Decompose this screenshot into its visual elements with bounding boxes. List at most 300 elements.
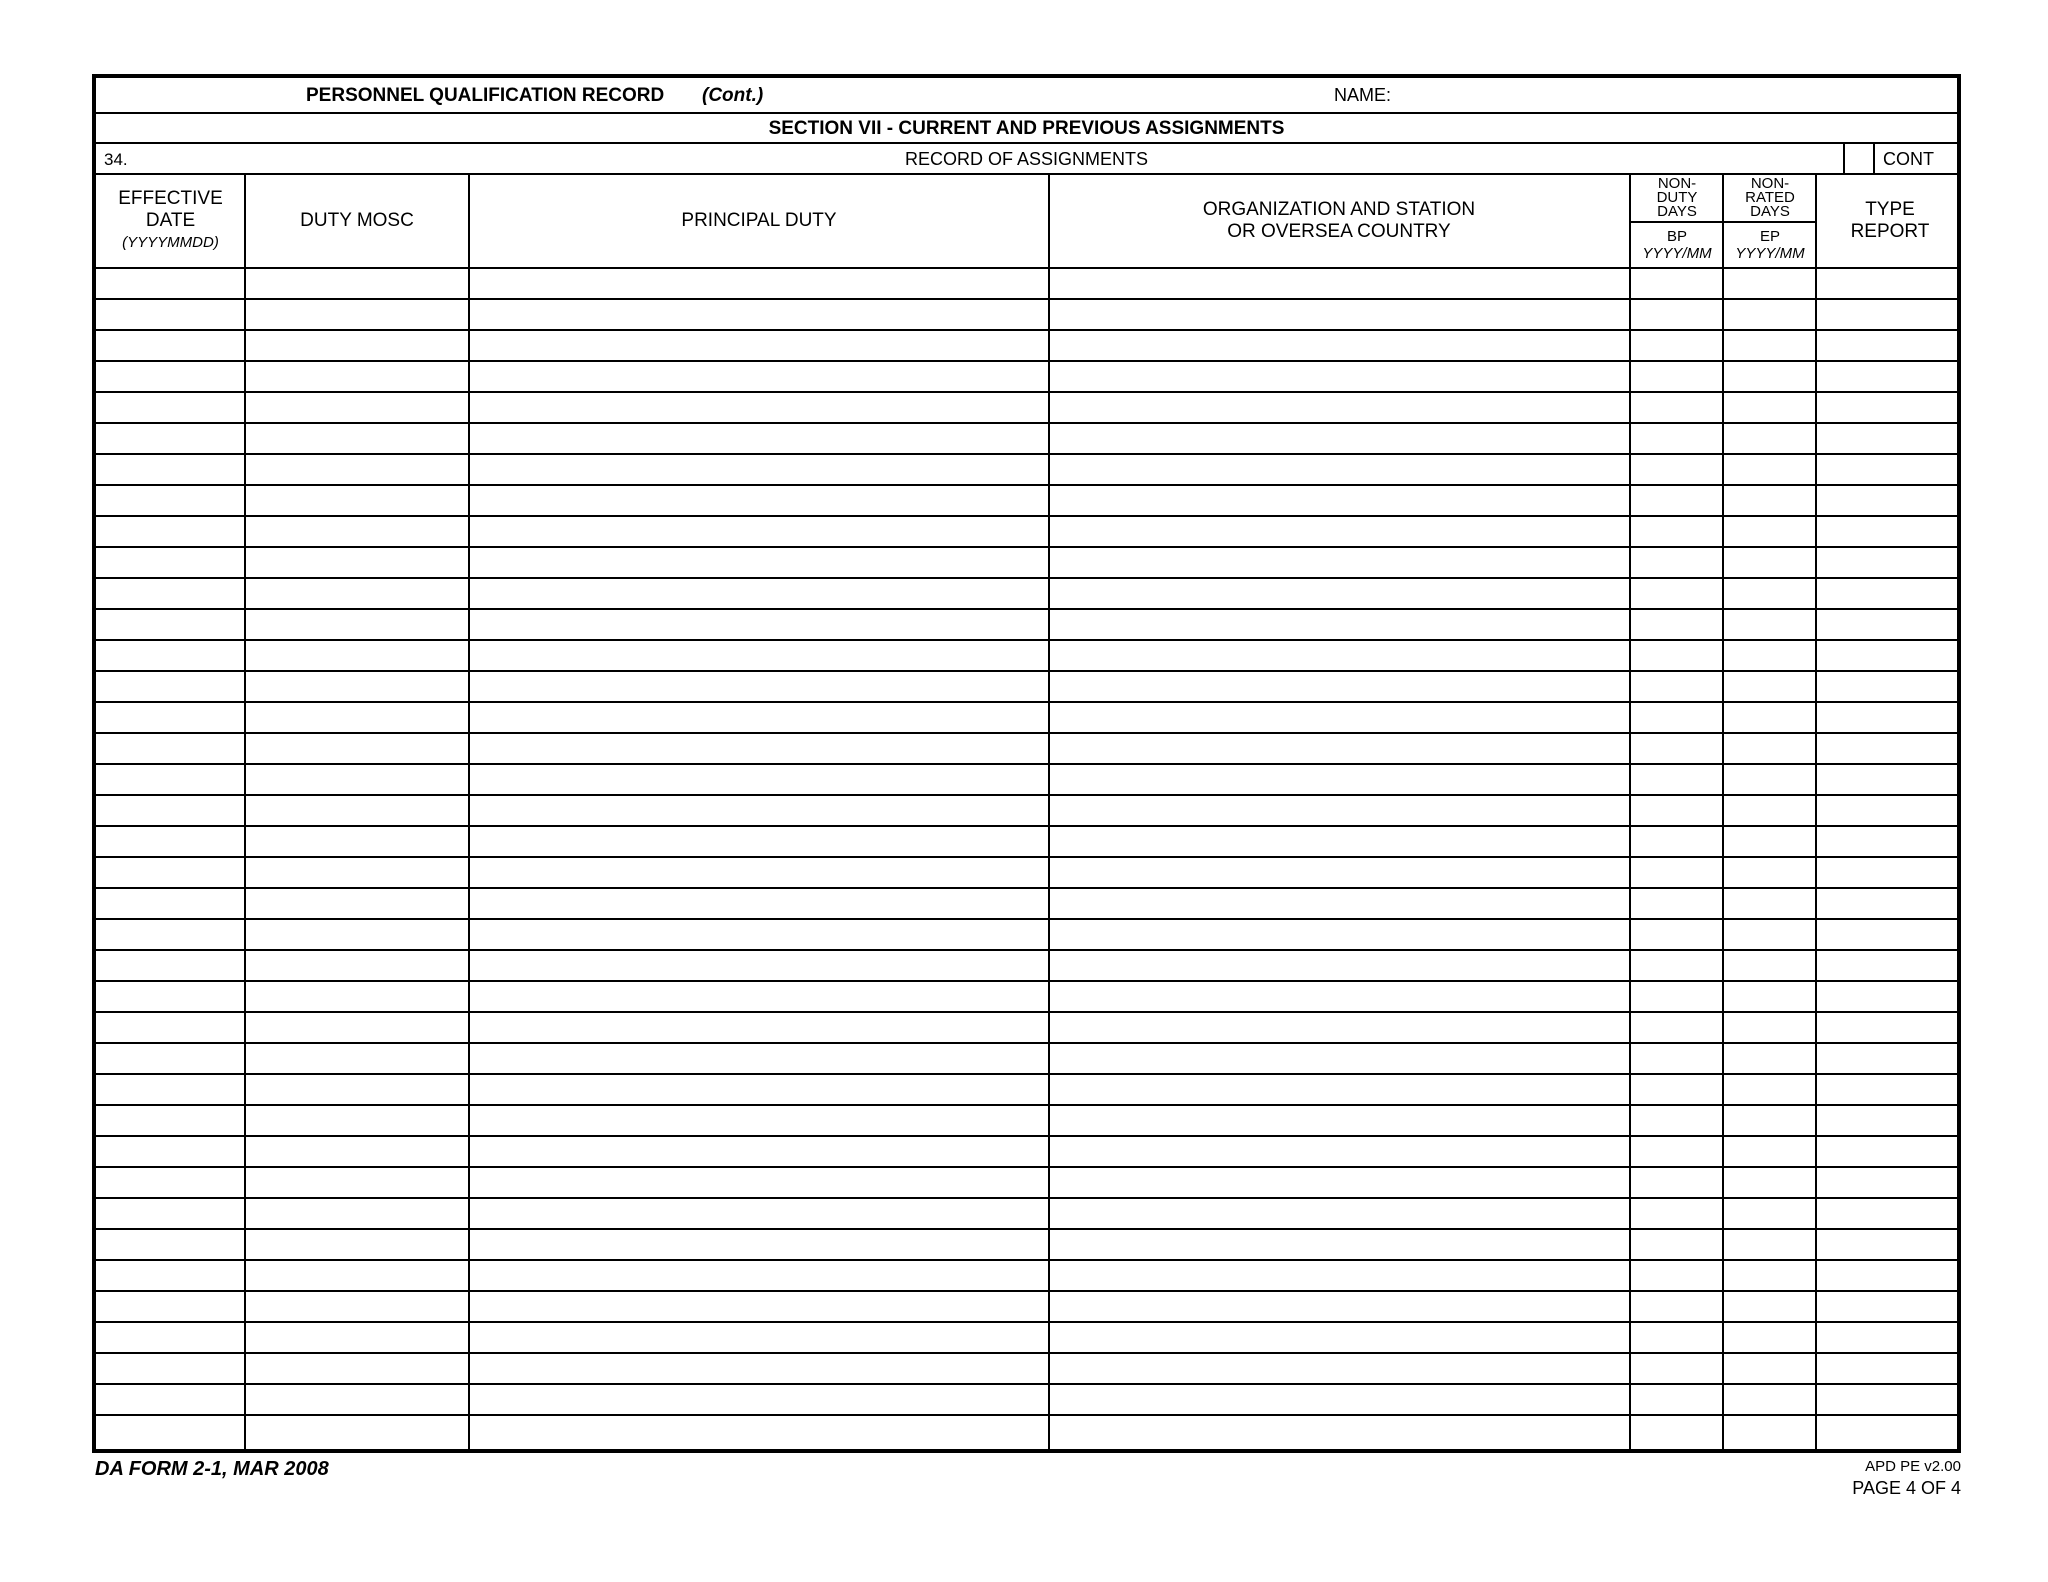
org-station-cell[interactable] — [1050, 579, 1629, 608]
principal-duty-cell[interactable] — [470, 455, 1048, 484]
org-station-cell[interactable] — [1050, 920, 1629, 949]
header-duty-mosc-label: DUTY MOSC — [300, 210, 414, 231]
org-station-cell[interactable] — [1050, 362, 1629, 391]
org-station-cell[interactable] — [1050, 672, 1629, 701]
ep-cell[interactable] — [1724, 1168, 1815, 1197]
principal-duty-cell[interactable] — [470, 1075, 1048, 1104]
header-type-report — [1817, 175, 1963, 267]
effective-date-cell[interactable] — [96, 1323, 244, 1352]
principal-duty-cell[interactable] — [470, 1199, 1048, 1228]
principal-duty-cell[interactable] — [470, 889, 1048, 918]
header-non-duty-days — [1631, 175, 1723, 223]
ep-cell[interactable] — [1724, 889, 1815, 918]
duty-mosc-cell[interactable] — [246, 1168, 468, 1197]
duty-mosc-cell[interactable] — [246, 920, 468, 949]
effective-date-cell[interactable] — [96, 1199, 244, 1228]
duty-mosc-cell[interactable] — [246, 1261, 468, 1290]
principal-duty-cell[interactable] — [470, 610, 1048, 639]
bp-cell[interactable] — [1631, 920, 1722, 949]
org-station-cell[interactable] — [1050, 1385, 1629, 1414]
effective-date-cell[interactable] — [96, 1354, 244, 1383]
table-row — [96, 300, 1957, 331]
header-bp-format: YYYY/MM — [1642, 245, 1712, 262]
principal-duty-cell[interactable] — [470, 672, 1048, 701]
type-report-cell[interactable] — [1817, 579, 1961, 608]
duty-mosc-cell[interactable] — [246, 331, 468, 360]
principal-duty-cell[interactable] — [470, 393, 1048, 422]
principal-duty-cell[interactable] — [470, 734, 1048, 763]
type-report-cell[interactable] — [1817, 1013, 1961, 1042]
bp-cell[interactable] — [1631, 1354, 1722, 1383]
bp-cell[interactable] — [1631, 269, 1722, 298]
principal-duty-cell[interactable] — [470, 548, 1048, 577]
effective-date-cell[interactable] — [96, 1137, 244, 1166]
effective-date-cell[interactable] — [96, 796, 244, 825]
org-station-cell[interactable] — [1050, 1416, 1629, 1452]
ep-cell[interactable] — [1724, 765, 1815, 794]
effective-date-cell[interactable] — [96, 269, 244, 298]
type-report-cell[interactable] — [1817, 1354, 1961, 1383]
type-report-cell[interactable] — [1817, 517, 1961, 546]
ep-cell[interactable] — [1724, 1013, 1815, 1042]
bp-cell[interactable] — [1631, 1013, 1722, 1042]
principal-duty-cell[interactable] — [470, 331, 1048, 360]
table-row — [96, 331, 1957, 362]
bp-cell[interactable] — [1631, 827, 1722, 856]
bp-cell[interactable] — [1631, 734, 1722, 763]
principal-duty-cell[interactable] — [470, 1106, 1048, 1135]
effective-date-cell[interactable] — [96, 1230, 244, 1259]
org-station-cell[interactable] — [1050, 1106, 1629, 1135]
table-row — [96, 1106, 1957, 1137]
ep-cell[interactable] — [1724, 920, 1815, 949]
name-field[interactable] — [1386, 80, 1946, 110]
effective-date-cell[interactable] — [96, 765, 244, 794]
bp-cell[interactable] — [1631, 1323, 1722, 1352]
ep-cell[interactable] — [1724, 672, 1815, 701]
effective-date-cell[interactable] — [96, 1106, 244, 1135]
table-row — [96, 1354, 1957, 1385]
table-row — [96, 1044, 1957, 1075]
org-station-cell[interactable] — [1050, 393, 1629, 422]
ep-cell[interactable] — [1724, 703, 1815, 732]
section-title: SECTION VII - CURRENT AND PREVIOUS ASSIGNMENTS — [768, 118, 1285, 139]
type-report-cell[interactable] — [1817, 548, 1961, 577]
ep-cell[interactable] — [1724, 455, 1815, 484]
table-row — [96, 269, 1957, 300]
principal-duty-cell[interactable] — [470, 703, 1048, 732]
type-report-cell[interactable] — [1817, 703, 1961, 732]
effective-date-cell[interactable] — [96, 1385, 244, 1414]
principal-duty-cell[interactable] — [470, 424, 1048, 453]
ep-cell[interactable] — [1724, 641, 1815, 670]
org-station-cell[interactable] — [1050, 269, 1629, 298]
org-station-cell[interactable] — [1050, 1261, 1629, 1290]
principal-duty-cell[interactable] — [470, 920, 1048, 949]
effective-date-cell[interactable] — [96, 641, 244, 670]
org-station-cell[interactable] — [1050, 548, 1629, 577]
duty-mosc-cell[interactable] — [246, 889, 468, 918]
principal-duty-cell[interactable] — [470, 982, 1048, 1011]
bp-cell[interactable] — [1631, 424, 1722, 453]
bp-cell[interactable] — [1631, 517, 1722, 546]
ep-cell[interactable] — [1724, 951, 1815, 980]
principal-duty-cell[interactable] — [470, 765, 1048, 794]
org-station-cell[interactable] — [1050, 486, 1629, 515]
duty-mosc-cell[interactable] — [246, 858, 468, 887]
type-report-cell[interactable] — [1817, 486, 1961, 515]
header-effective-date-line2: DATE — [145, 210, 196, 231]
duty-mosc-cell[interactable] — [246, 951, 468, 980]
duty-mosc-cell[interactable] — [246, 982, 468, 1011]
type-report-cell[interactable] — [1817, 827, 1961, 856]
bp-cell[interactable] — [1631, 889, 1722, 918]
effective-date-cell[interactable] — [96, 331, 244, 360]
principal-duty-cell[interactable] — [470, 1416, 1048, 1452]
column-divider — [244, 175, 246, 1449]
ep-cell[interactable] — [1724, 610, 1815, 639]
org-station-cell[interactable] — [1050, 796, 1629, 825]
effective-date-cell[interactable] — [96, 300, 244, 329]
ep-cell[interactable] — [1724, 1261, 1815, 1290]
org-station-cell[interactable] — [1050, 827, 1629, 856]
bp-cell[interactable] — [1631, 796, 1722, 825]
principal-duty-cell[interactable] — [470, 1168, 1048, 1197]
duty-mosc-cell[interactable] — [246, 269, 468, 298]
org-station-cell[interactable] — [1050, 734, 1629, 763]
bp-cell[interactable] — [1631, 1137, 1722, 1166]
org-station-cell[interactable] — [1050, 858, 1629, 887]
ep-cell[interactable] — [1724, 1199, 1815, 1228]
type-report-cell[interactable] — [1817, 1075, 1961, 1104]
duty-mosc-cell[interactable] — [246, 300, 468, 329]
bp-cell[interactable] — [1631, 331, 1722, 360]
ep-cell[interactable] — [1724, 1106, 1815, 1135]
org-station-cell[interactable] — [1050, 1354, 1629, 1383]
type-report-cell[interactable] — [1817, 300, 1961, 329]
ep-cell[interactable] — [1724, 1292, 1815, 1321]
principal-duty-cell[interactable] — [470, 269, 1048, 298]
org-station-cell[interactable] — [1050, 455, 1629, 484]
type-report-cell[interactable] — [1817, 1261, 1961, 1290]
principal-duty-cell[interactable] — [470, 1137, 1048, 1166]
effective-date-cell[interactable] — [96, 1292, 244, 1321]
type-report-cell[interactable] — [1817, 1230, 1961, 1259]
bp-cell[interactable] — [1631, 486, 1722, 515]
org-station-cell[interactable] — [1050, 1199, 1629, 1228]
principal-duty-cell[interactable] — [470, 796, 1048, 825]
principal-duty-cell[interactable] — [470, 1292, 1048, 1321]
duty-mosc-cell[interactable] — [246, 1385, 468, 1414]
effective-date-cell[interactable] — [96, 362, 244, 391]
effective-date-cell[interactable] — [96, 455, 244, 484]
duty-mosc-cell[interactable] — [246, 1292, 468, 1321]
ep-cell[interactable] — [1724, 300, 1815, 329]
ep-cell[interactable] — [1724, 393, 1815, 422]
effective-date-cell[interactable] — [96, 1013, 244, 1042]
duty-mosc-cell[interactable] — [246, 424, 468, 453]
effective-date-cell[interactable] — [96, 517, 244, 546]
duty-mosc-cell[interactable] — [246, 610, 468, 639]
effective-date-cell[interactable] — [96, 703, 244, 732]
org-station-cell[interactable] — [1050, 300, 1629, 329]
table-row — [96, 424, 1957, 455]
duty-mosc-cell[interactable] — [246, 393, 468, 422]
effective-date-cell[interactable] — [96, 486, 244, 515]
org-station-cell[interactable] — [1050, 703, 1629, 732]
ep-cell[interactable] — [1724, 424, 1815, 453]
record-title-row — [96, 144, 1957, 175]
type-report-cell[interactable] — [1817, 362, 1961, 391]
principal-duty-cell[interactable] — [470, 300, 1048, 329]
duty-mosc-cell[interactable] — [246, 765, 468, 794]
org-station-cell[interactable] — [1050, 765, 1629, 794]
type-report-cell[interactable] — [1817, 920, 1961, 949]
org-station-cell[interactable] — [1050, 1323, 1629, 1352]
effective-date-cell[interactable] — [96, 1416, 244, 1452]
header-non-duty-line3: DAYS — [1657, 203, 1697, 220]
bp-cell[interactable] — [1631, 300, 1722, 329]
ep-cell[interactable] — [1724, 579, 1815, 608]
principal-duty-cell[interactable] — [470, 951, 1048, 980]
ep-cell[interactable] — [1724, 1385, 1815, 1414]
effective-date-cell[interactable] — [96, 610, 244, 639]
type-report-cell[interactable] — [1817, 1168, 1961, 1197]
effective-date-cell[interactable] — [96, 1168, 244, 1197]
duty-mosc-cell[interactable] — [246, 362, 468, 391]
effective-date-cell[interactable] — [96, 393, 244, 422]
column-divider — [468, 175, 470, 1449]
ep-cell[interactable] — [1724, 827, 1815, 856]
principal-duty-cell[interactable] — [470, 362, 1048, 391]
org-station-cell[interactable] — [1050, 1292, 1629, 1321]
type-report-cell[interactable] — [1817, 1292, 1961, 1321]
effective-date-cell[interactable] — [96, 951, 244, 980]
bp-cell[interactable] — [1631, 641, 1722, 670]
principal-duty-cell[interactable] — [470, 858, 1048, 887]
ep-cell[interactable] — [1724, 1416, 1815, 1452]
table-row — [96, 827, 1957, 858]
type-report-cell[interactable] — [1817, 1199, 1961, 1228]
duty-mosc-cell[interactable] — [246, 734, 468, 763]
duty-mosc-cell[interactable] — [246, 1013, 468, 1042]
principal-duty-cell[interactable] — [470, 486, 1048, 515]
bp-cell[interactable] — [1631, 1292, 1722, 1321]
org-station-cell[interactable] — [1050, 1230, 1629, 1259]
ep-cell[interactable] — [1724, 362, 1815, 391]
bp-cell[interactable] — [1631, 1199, 1722, 1228]
header-type-report-line1: TYPE — [1865, 199, 1915, 220]
effective-date-cell[interactable] — [96, 827, 244, 856]
type-report-cell[interactable] — [1817, 1044, 1961, 1073]
principal-duty-cell[interactable] — [470, 641, 1048, 670]
effective-date-cell[interactable] — [96, 424, 244, 453]
cont-checkbox[interactable] — [1843, 144, 1875, 173]
ep-cell[interactable] — [1724, 1044, 1815, 1073]
type-report-cell[interactable] — [1817, 1137, 1961, 1166]
duty-mosc-cell[interactable] — [246, 455, 468, 484]
principal-duty-cell[interactable] — [470, 517, 1048, 546]
duty-mosc-cell[interactable] — [246, 1323, 468, 1352]
form-title-row — [96, 78, 1957, 114]
principal-duty-cell[interactable] — [470, 1013, 1048, 1042]
ep-cell[interactable] — [1724, 1137, 1815, 1166]
org-station-cell[interactable] — [1050, 1044, 1629, 1073]
type-report-cell[interactable] — [1817, 269, 1961, 298]
type-report-cell[interactable] — [1817, 982, 1961, 1011]
ep-cell[interactable] — [1724, 331, 1815, 360]
table-row — [96, 1199, 1957, 1230]
ep-cell[interactable] — [1724, 1075, 1815, 1104]
duty-mosc-cell[interactable] — [246, 1416, 468, 1452]
principal-duty-cell[interactable] — [470, 1230, 1048, 1259]
duty-mosc-cell[interactable] — [246, 796, 468, 825]
bp-cell[interactable] — [1631, 1168, 1722, 1197]
principal-duty-cell[interactable] — [470, 827, 1048, 856]
type-report-cell[interactable] — [1817, 331, 1961, 360]
type-report-cell[interactable] — [1817, 951, 1961, 980]
header-ep-label: EP — [1759, 228, 1780, 245]
bp-cell[interactable] — [1631, 951, 1722, 980]
bp-cell[interactable] — [1631, 1106, 1722, 1135]
org-station-cell[interactable] — [1050, 1168, 1629, 1197]
ep-cell[interactable] — [1724, 1354, 1815, 1383]
table-row — [96, 579, 1957, 610]
bp-cell[interactable] — [1631, 1416, 1722, 1452]
type-report-cell[interactable] — [1817, 424, 1961, 453]
org-station-cell[interactable] — [1050, 331, 1629, 360]
effective-date-cell[interactable] — [96, 734, 244, 763]
effective-date-cell[interactable] — [96, 920, 244, 949]
org-station-cell[interactable] — [1050, 641, 1629, 670]
effective-date-cell[interactable] — [96, 1261, 244, 1290]
principal-duty-cell[interactable] — [470, 1261, 1048, 1290]
type-report-cell[interactable] — [1817, 734, 1961, 763]
header-type-report-line2: REPORT — [1850, 221, 1930, 242]
type-report-cell[interactable] — [1817, 1323, 1961, 1352]
bp-cell[interactable] — [1631, 1044, 1722, 1073]
duty-mosc-cell[interactable] — [246, 827, 468, 856]
bp-cell[interactable] — [1631, 393, 1722, 422]
principal-duty-cell[interactable] — [470, 1385, 1048, 1414]
effective-date-cell[interactable] — [96, 548, 244, 577]
ep-cell[interactable] — [1724, 486, 1815, 515]
principal-duty-cell[interactable] — [470, 1323, 1048, 1352]
bp-cell[interactable] — [1631, 1261, 1722, 1290]
bp-cell[interactable] — [1631, 982, 1722, 1011]
principal-duty-cell[interactable] — [470, 1044, 1048, 1073]
ep-cell[interactable] — [1724, 1323, 1815, 1352]
ep-cell[interactable] — [1724, 517, 1815, 546]
bp-cell[interactable] — [1631, 362, 1722, 391]
type-report-cell[interactable] — [1817, 672, 1961, 701]
effective-date-cell[interactable] — [96, 858, 244, 887]
bp-cell[interactable] — [1631, 579, 1722, 608]
effective-date-cell[interactable] — [96, 889, 244, 918]
table-row — [96, 1168, 1957, 1199]
duty-mosc-cell[interactable] — [246, 641, 468, 670]
assignment-rows — [96, 269, 1957, 1449]
org-station-cell[interactable] — [1050, 1075, 1629, 1104]
bp-cell[interactable] — [1631, 610, 1722, 639]
bp-cell[interactable] — [1631, 672, 1722, 701]
principal-duty-cell[interactable] — [470, 579, 1048, 608]
bp-cell[interactable] — [1631, 1075, 1722, 1104]
effective-date-cell[interactable] — [96, 579, 244, 608]
effective-date-cell[interactable] — [96, 982, 244, 1011]
org-station-cell[interactable] — [1050, 1013, 1629, 1042]
bp-cell[interactable] — [1631, 455, 1722, 484]
duty-mosc-cell[interactable] — [246, 1044, 468, 1073]
duty-mosc-cell[interactable] — [246, 1075, 468, 1104]
ep-cell[interactable] — [1724, 269, 1815, 298]
principal-duty-cell[interactable] — [470, 1354, 1048, 1383]
ep-cell[interactable] — [1724, 858, 1815, 887]
table-row — [96, 796, 1957, 827]
column-header-row — [96, 175, 1957, 269]
duty-mosc-cell[interactable] — [246, 1137, 468, 1166]
bp-cell[interactable] — [1631, 765, 1722, 794]
bp-cell[interactable] — [1631, 548, 1722, 577]
duty-mosc-cell[interactable] — [246, 517, 468, 546]
header-ep — [1724, 223, 1816, 267]
ep-cell[interactable] — [1724, 796, 1815, 825]
effective-date-cell[interactable] — [96, 1075, 244, 1104]
duty-mosc-cell[interactable] — [246, 579, 468, 608]
org-station-cell[interactable] — [1050, 951, 1629, 980]
org-station-cell[interactable] — [1050, 424, 1629, 453]
type-report-cell[interactable] — [1817, 796, 1961, 825]
type-report-cell[interactable] — [1817, 393, 1961, 422]
type-report-cell[interactable] — [1817, 1416, 1961, 1452]
type-report-cell[interactable] — [1817, 1106, 1961, 1135]
type-report-cell[interactable] — [1817, 455, 1961, 484]
duty-mosc-cell[interactable] — [246, 1230, 468, 1259]
org-station-cell[interactable] — [1050, 889, 1629, 918]
ep-cell[interactable] — [1724, 548, 1815, 577]
type-report-cell[interactable] — [1817, 641, 1961, 670]
effective-date-cell[interactable] — [96, 1044, 244, 1073]
effective-date-cell[interactable] — [96, 672, 244, 701]
duty-mosc-cell[interactable] — [246, 1199, 468, 1228]
duty-mosc-cell[interactable] — [246, 672, 468, 701]
org-station-cell[interactable] — [1050, 517, 1629, 546]
type-report-cell[interactable] — [1817, 858, 1961, 887]
type-report-cell[interactable] — [1817, 1385, 1961, 1414]
ep-cell[interactable] — [1724, 982, 1815, 1011]
table-row — [96, 1075, 1957, 1106]
type-report-cell[interactable] — [1817, 610, 1961, 639]
page-number: PAGE 4 OF 4 — [1852, 1478, 1961, 1498]
duty-mosc-cell[interactable] — [246, 548, 468, 577]
org-station-cell[interactable] — [1050, 610, 1629, 639]
ep-cell[interactable] — [1724, 734, 1815, 763]
type-report-cell[interactable] — [1817, 889, 1961, 918]
duty-mosc-cell[interactable] — [246, 1106, 468, 1135]
org-station-cell[interactable] — [1050, 982, 1629, 1011]
bp-cell[interactable] — [1631, 1230, 1722, 1259]
bp-cell[interactable] — [1631, 858, 1722, 887]
type-report-cell[interactable] — [1817, 765, 1961, 794]
bp-cell[interactable] — [1631, 703, 1722, 732]
duty-mosc-cell[interactable] — [246, 703, 468, 732]
duty-mosc-cell[interactable] — [246, 1354, 468, 1383]
bp-cell[interactable] — [1631, 1385, 1722, 1414]
ep-cell[interactable] — [1724, 1230, 1815, 1259]
duty-mosc-cell[interactable] — [246, 486, 468, 515]
header-org-station-line2: OR OVERSEA COUNTRY — [1227, 221, 1451, 242]
org-station-cell[interactable] — [1050, 1137, 1629, 1166]
